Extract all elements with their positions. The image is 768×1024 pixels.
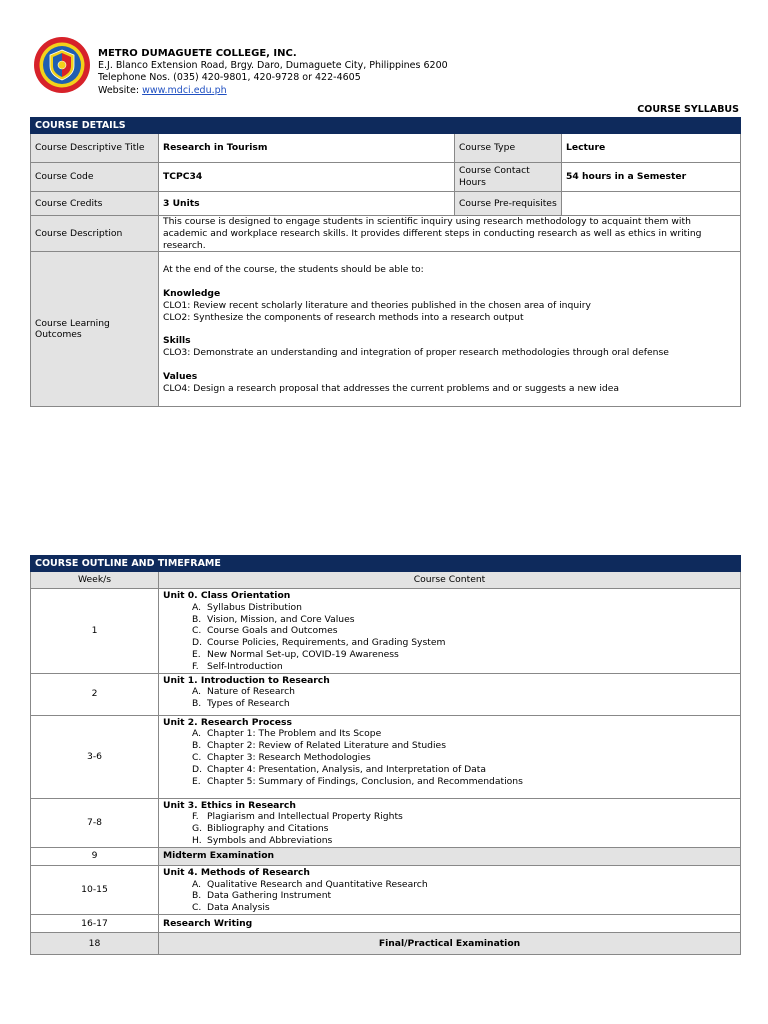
- outline-week: 2: [31, 673, 159, 715]
- hours-label: Course Contact Hours: [455, 163, 562, 192]
- topic-letter: H.: [192, 834, 202, 846]
- topic-letter: A.: [192, 728, 202, 740]
- outline-row: [31, 589, 741, 674]
- topic-letter: B.: [192, 740, 202, 752]
- topic-letter: C.: [192, 625, 202, 637]
- outline-row: [31, 715, 741, 798]
- clo3: CLO3: Demonstrate an understanding and integration of proper research methodologies through oral defense: [163, 347, 669, 359]
- topic-text: Syllabus Distribution: [207, 601, 302, 613]
- topic-item: [192, 740, 736, 752]
- course-details-table: [30, 117, 741, 407]
- credits-value: 3 Units: [159, 192, 455, 216]
- topic-item: [192, 686, 736, 698]
- website-link[interactable]: www.mdci.edu.ph: [142, 84, 227, 96]
- topic-text: Data Gathering Instrument: [207, 890, 332, 902]
- outline-week: 18: [31, 932, 159, 954]
- outline-content: [159, 715, 741, 798]
- outline-week: 10-15: [31, 865, 159, 914]
- topic-letter: E.: [192, 775, 201, 787]
- topic-item: [192, 763, 736, 776]
- topic-letter: A.: [192, 601, 202, 613]
- week-column-header: Week/s: [31, 572, 159, 589]
- topic-item: [192, 811, 736, 823]
- outline-content: [159, 798, 741, 847]
- topic-item: [192, 613, 736, 626]
- topic-text: Nature of Research: [207, 686, 295, 698]
- topic-letter: A.: [192, 878, 202, 890]
- outline-week: 3-6: [31, 715, 159, 798]
- topic-letter: B.: [192, 890, 202, 902]
- topic-text: Bibliography and Citations: [207, 823, 329, 835]
- topic-text: New Normal Set-up, COVID-19 Awareness: [207, 648, 399, 660]
- code-value: TCPC34: [159, 163, 455, 192]
- type-value: Lecture: [562, 134, 741, 163]
- outline-row: [31, 798, 741, 847]
- title-label: Course Descriptive Title: [31, 134, 159, 163]
- outline-row: [31, 865, 741, 914]
- topic-text: Self-Introduction: [207, 660, 283, 672]
- website-label: Website:: [98, 84, 143, 96]
- topic-list: [163, 686, 736, 710]
- topic-letter: G.: [192, 823, 203, 835]
- outline-heading: COURSE OUTLINE AND TIMEFRAME: [31, 556, 741, 572]
- topic-text: Course Policies, Requirements, and Grading System: [207, 637, 446, 649]
- outcomes-intro: At the end of the course, the students should be able to:: [163, 264, 424, 276]
- unit-title: Midterm Examination: [163, 850, 275, 862]
- institution-website-line: [98, 85, 448, 97]
- outline-content: [159, 589, 741, 674]
- outline-row: [31, 932, 741, 954]
- clo4: CLO4: Design a research proposal that addresses the current problems and or suggests a new idea: [163, 382, 620, 394]
- topic-letter: A.: [192, 686, 202, 698]
- knowledge-title: Knowledge: [163, 288, 221, 299]
- topic-item: [192, 878, 736, 891]
- course-outline-table: [30, 555, 741, 955]
- outcomes-value: [159, 252, 741, 407]
- topic-item: [192, 823, 736, 835]
- code-label: Course Code: [31, 163, 159, 192]
- topic-text: Chapter 1: The Problem and Its Scope: [207, 728, 382, 740]
- topic-text: Data Analysis: [207, 902, 270, 914]
- topic-item: [192, 728, 736, 740]
- outline-week: 1: [31, 589, 159, 674]
- prereq-value: [562, 192, 741, 216]
- outline-week: 9: [31, 847, 159, 865]
- topic-item: [192, 698, 736, 710]
- outline-content: [159, 865, 741, 914]
- outline-rows: [31, 589, 741, 955]
- topic-item: [192, 660, 736, 673]
- topic-letter: C.: [192, 902, 202, 914]
- topic-text: Chapter 4: Presentation, Analysis, and Interpretation of Data: [207, 763, 487, 775]
- topic-item: [192, 648, 736, 661]
- outcomes-label: Course Learning Outcomes: [31, 252, 159, 407]
- topic-letter: E.: [192, 648, 201, 660]
- outline-row: [31, 847, 741, 865]
- content-column-header: Course Content: [159, 572, 741, 589]
- clo1: CLO1: Review recent scholarly literature and theories published in the chosen area of inquiry: [163, 299, 591, 311]
- topic-list: [163, 811, 736, 846]
- document-type: COURSE SYLLABUS: [637, 104, 739, 115]
- outline-week: 16-17: [31, 914, 159, 932]
- outline-week: 7-8: [31, 798, 159, 847]
- topic-text: Plagiarism and Intellectual Property Rights: [207, 811, 403, 823]
- unit-title: Final/Practical Examination: [378, 937, 521, 949]
- topic-letter: F.: [192, 660, 199, 672]
- description-label: Course Description: [31, 216, 159, 252]
- topic-item: [192, 775, 736, 788]
- topic-letter: B.: [192, 613, 202, 625]
- title-value: Research in Tourism: [159, 134, 455, 163]
- topic-letter: F.: [192, 811, 199, 823]
- topic-text: Symbols and Abbreviations: [207, 834, 333, 846]
- topic-text: Chapter 2: Review of Related Literature and Studies: [207, 740, 446, 752]
- prereq-label: Course Pre-requisites: [455, 192, 562, 216]
- institution-telephone: Telephone Nos. (035) 420-9801, 420-9728 or 422-4605: [98, 72, 361, 84]
- description-value: This course is designed to engage students in scientific inquiry using research methodology to acquaint them with academic and workplace research skills. It provides different steps in conducting research as well as ethics in writing research.: [159, 216, 741, 252]
- values-title: Values: [163, 370, 198, 382]
- topic-list: [163, 728, 736, 787]
- institution-address: E.J. Blanco Extension Road, Brgy. Daro, Dumaguete City, Philippines 6200: [98, 60, 448, 72]
- unit-title: Unit 3. Ethics in Research: [163, 799, 296, 811]
- outline-content: [159, 932, 741, 954]
- topic-item: [192, 751, 736, 764]
- unit-title: Unit 2. Research Process: [163, 716, 292, 728]
- topic-letter: D.: [192, 763, 202, 775]
- topic-item: [192, 637, 736, 649]
- institution-header: [98, 48, 448, 97]
- type-label: Course Type: [455, 134, 562, 163]
- outline-row: [31, 673, 741, 715]
- topic-list: [163, 879, 736, 914]
- topic-text: Vision, Mission, and Core Values: [207, 613, 355, 625]
- topic-text: Course Goals and Outcomes: [207, 625, 338, 637]
- topic-item: [192, 625, 736, 637]
- skills-title: Skills: [163, 335, 191, 347]
- outline-content: [159, 847, 741, 865]
- topic-text: Types of Research: [207, 698, 290, 710]
- outline-content: [159, 673, 741, 715]
- hours-value: 54 hours in a Semester: [562, 163, 741, 192]
- credits-label: Course Credits: [31, 192, 159, 216]
- topic-letter: B.: [192, 698, 202, 710]
- clo2: CLO2: Synthesize the components of research methods into a research output: [163, 311, 524, 323]
- topic-text: Chapter 3: Research Methodologies: [207, 751, 371, 763]
- outline-row: [31, 914, 741, 932]
- course-details-heading: COURSE DETAILS: [31, 118, 741, 134]
- institution-name: METRO DUMAGUETE COLLEGE, INC.: [98, 48, 297, 59]
- topic-item: [192, 601, 736, 614]
- unit-title: Unit 1. Introduction to Research: [163, 674, 330, 686]
- unit-title: Unit 0. Class Orientation: [163, 590, 291, 601]
- outline-content: [159, 914, 741, 932]
- unit-title: Unit 4. Methods of Research: [163, 866, 310, 878]
- college-seal-icon: [33, 36, 91, 94]
- topic-item: [192, 890, 736, 902]
- topic-text: Qualitative Research and Quantitative Research: [207, 878, 428, 890]
- topic-letter: C.: [192, 751, 202, 763]
- topic-text: Chapter 5: Summary of Findings, Conclusion, and Recommendations: [207, 775, 523, 787]
- topic-list: [163, 602, 736, 673]
- topic-letter: D.: [192, 637, 202, 649]
- topic-item: [192, 902, 736, 914]
- topic-item: [192, 834, 736, 847]
- unit-title: Research Writing: [163, 917, 253, 929]
